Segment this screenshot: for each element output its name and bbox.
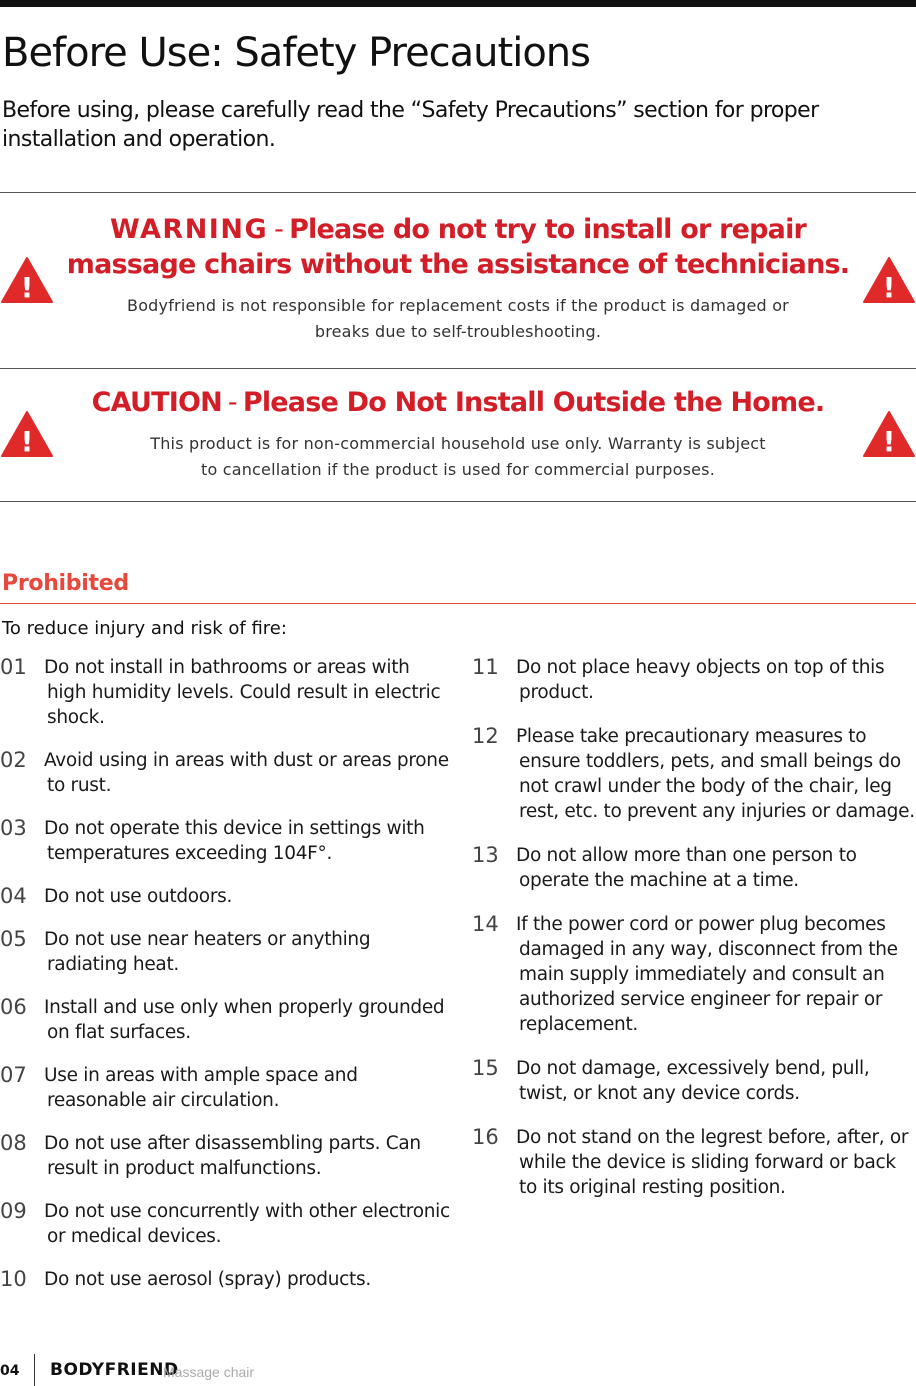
list-item (472, 1125, 916, 1200)
list-item (0, 995, 450, 1045)
item-text: Do not operate this device in settings with temperatures exceeding 104F°. (44, 818, 425, 864)
item-text: Do not place heavy objects on top of this product. (516, 657, 885, 703)
item-number: 04 (0, 884, 27, 908)
item-text: Do not use after disassembling parts. Can result in product malfunctions. (44, 1133, 421, 1179)
page-number: 04 (0, 1363, 20, 1379)
list-item (472, 1056, 916, 1106)
item-number: 13 (472, 843, 499, 867)
item-number: 01 (0, 655, 27, 679)
warning-line-2: massage chairs without the assistance of technicians. (66, 249, 850, 280)
list-item (472, 655, 916, 705)
top-rule (0, 0, 916, 7)
warning-description (0, 293, 916, 345)
warning-separator: - (274, 214, 284, 245)
item-number: 12 (472, 724, 499, 748)
item-number: 11 (472, 655, 499, 679)
item-text: Do not damage, excessively bend, pull, twist, or knot any device cords. (516, 1058, 870, 1104)
svg-text:!: ! (882, 425, 896, 458)
item-number: 10 (0, 1267, 27, 1291)
warning-line-1: Please do not try to install or repair (289, 214, 807, 245)
brand-logo: BODYFRIEND (50, 1360, 179, 1380)
item-number: 07 (0, 1063, 27, 1087)
item-number: 09 (0, 1199, 27, 1223)
divider-top (0, 192, 916, 193)
caution-separator: - (227, 387, 237, 418)
item-number: 14 (472, 912, 499, 936)
caution-block (0, 385, 916, 483)
list-item (0, 884, 450, 909)
list-item (0, 1131, 450, 1181)
list-item (0, 1199, 450, 1249)
item-text: Use in areas with ample space and reasonable air circulation. (44, 1065, 358, 1111)
item-text: Do not use aerosol (spray) products. (44, 1269, 371, 1290)
warning-label: WARNING (109, 214, 269, 245)
caution-label: CAUTION (91, 387, 222, 418)
divider-bottom (0, 501, 916, 502)
list-item (0, 927, 450, 977)
warning-desc-2: breaks due to self-troubleshooting. (314, 322, 602, 341)
footer (0, 1354, 916, 1386)
item-text: If the power cord or power plug becomes damaged in any way, disconnect from the main supply immediately and consult an authorized service engineer for repair or replacement. (516, 914, 898, 1035)
item-number: 15 (472, 1056, 499, 1080)
svg-text:!: ! (882, 271, 896, 304)
caution-desc-1: This product is for non-commercial household use only. Warranty is subject (150, 434, 766, 453)
warning-block (0, 212, 916, 345)
caution-desc-2: to cancellation if the product is used for commercial purposes. (200, 460, 716, 479)
list-item (0, 816, 450, 866)
prohibited-rule (0, 603, 916, 604)
warning-title (0, 212, 916, 282)
item-text: Please take precautionary measures to ensure toddlers, pets, and small beings do not crawl under the body of the chair, leg rest, etc. to prevent any injuries or damage. (516, 726, 915, 822)
warning-desc-1: Bodyfriend is not responsible for replacement costs if the product is damaged or (127, 296, 789, 315)
caution-title (0, 385, 916, 420)
item-text: Do not use outdoors. (44, 886, 233, 907)
item-number: 16 (472, 1125, 499, 1149)
caution-line-1: Please Do Not Install Outside the Home. (242, 387, 825, 418)
item-text: Do not stand on the legrest before, after, or while the device is sliding forward or back to its original resting position. (516, 1127, 909, 1198)
prohibited-heading: Prohibited (2, 571, 129, 596)
list-item (0, 748, 450, 798)
item-text: Avoid using in areas with dust or areas prone to rust. (44, 750, 449, 796)
item-text: Do not use concurrently with other electronic or medical devices. (44, 1201, 450, 1247)
list-item (0, 1267, 450, 1292)
item-text: Do not install in bathrooms or areas with high humidity levels. Could result in electric shock. (44, 657, 441, 728)
list-item (0, 655, 450, 730)
item-text: Do not allow more than one person to operate the machine at a time. (516, 845, 857, 891)
item-number: 08 (0, 1131, 27, 1155)
item-number: 03 (0, 816, 27, 840)
brand-subtitle: Massage chair (163, 1364, 255, 1380)
caution-description (0, 431, 916, 483)
item-number: 02 (0, 748, 27, 772)
prohibited-list-left (0, 655, 450, 1310)
svg-text:!: ! (20, 425, 34, 458)
item-text: Do not use near heaters or anything radiating heat. (44, 929, 371, 975)
svg-text:!: ! (20, 271, 34, 304)
intro-text: Before using, please carefully read the “Safety Precautions” section for proper installation and operation. (2, 98, 819, 152)
list-item (472, 724, 916, 824)
list-item (472, 912, 916, 1037)
item-number: 06 (0, 995, 27, 1019)
item-text: Install and use only when properly grounded on flat surfaces. (44, 997, 445, 1043)
prohibited-list-right (472, 655, 916, 1219)
list-item (0, 1063, 450, 1113)
divider-middle (0, 368, 916, 369)
list-item (472, 843, 916, 893)
page-title: Before Use: Safety Precautions (2, 30, 590, 76)
prohibited-lead: To reduce injury and risk of fire: (2, 618, 287, 639)
footer-divider (34, 1354, 35, 1386)
item-number: 05 (0, 927, 27, 951)
